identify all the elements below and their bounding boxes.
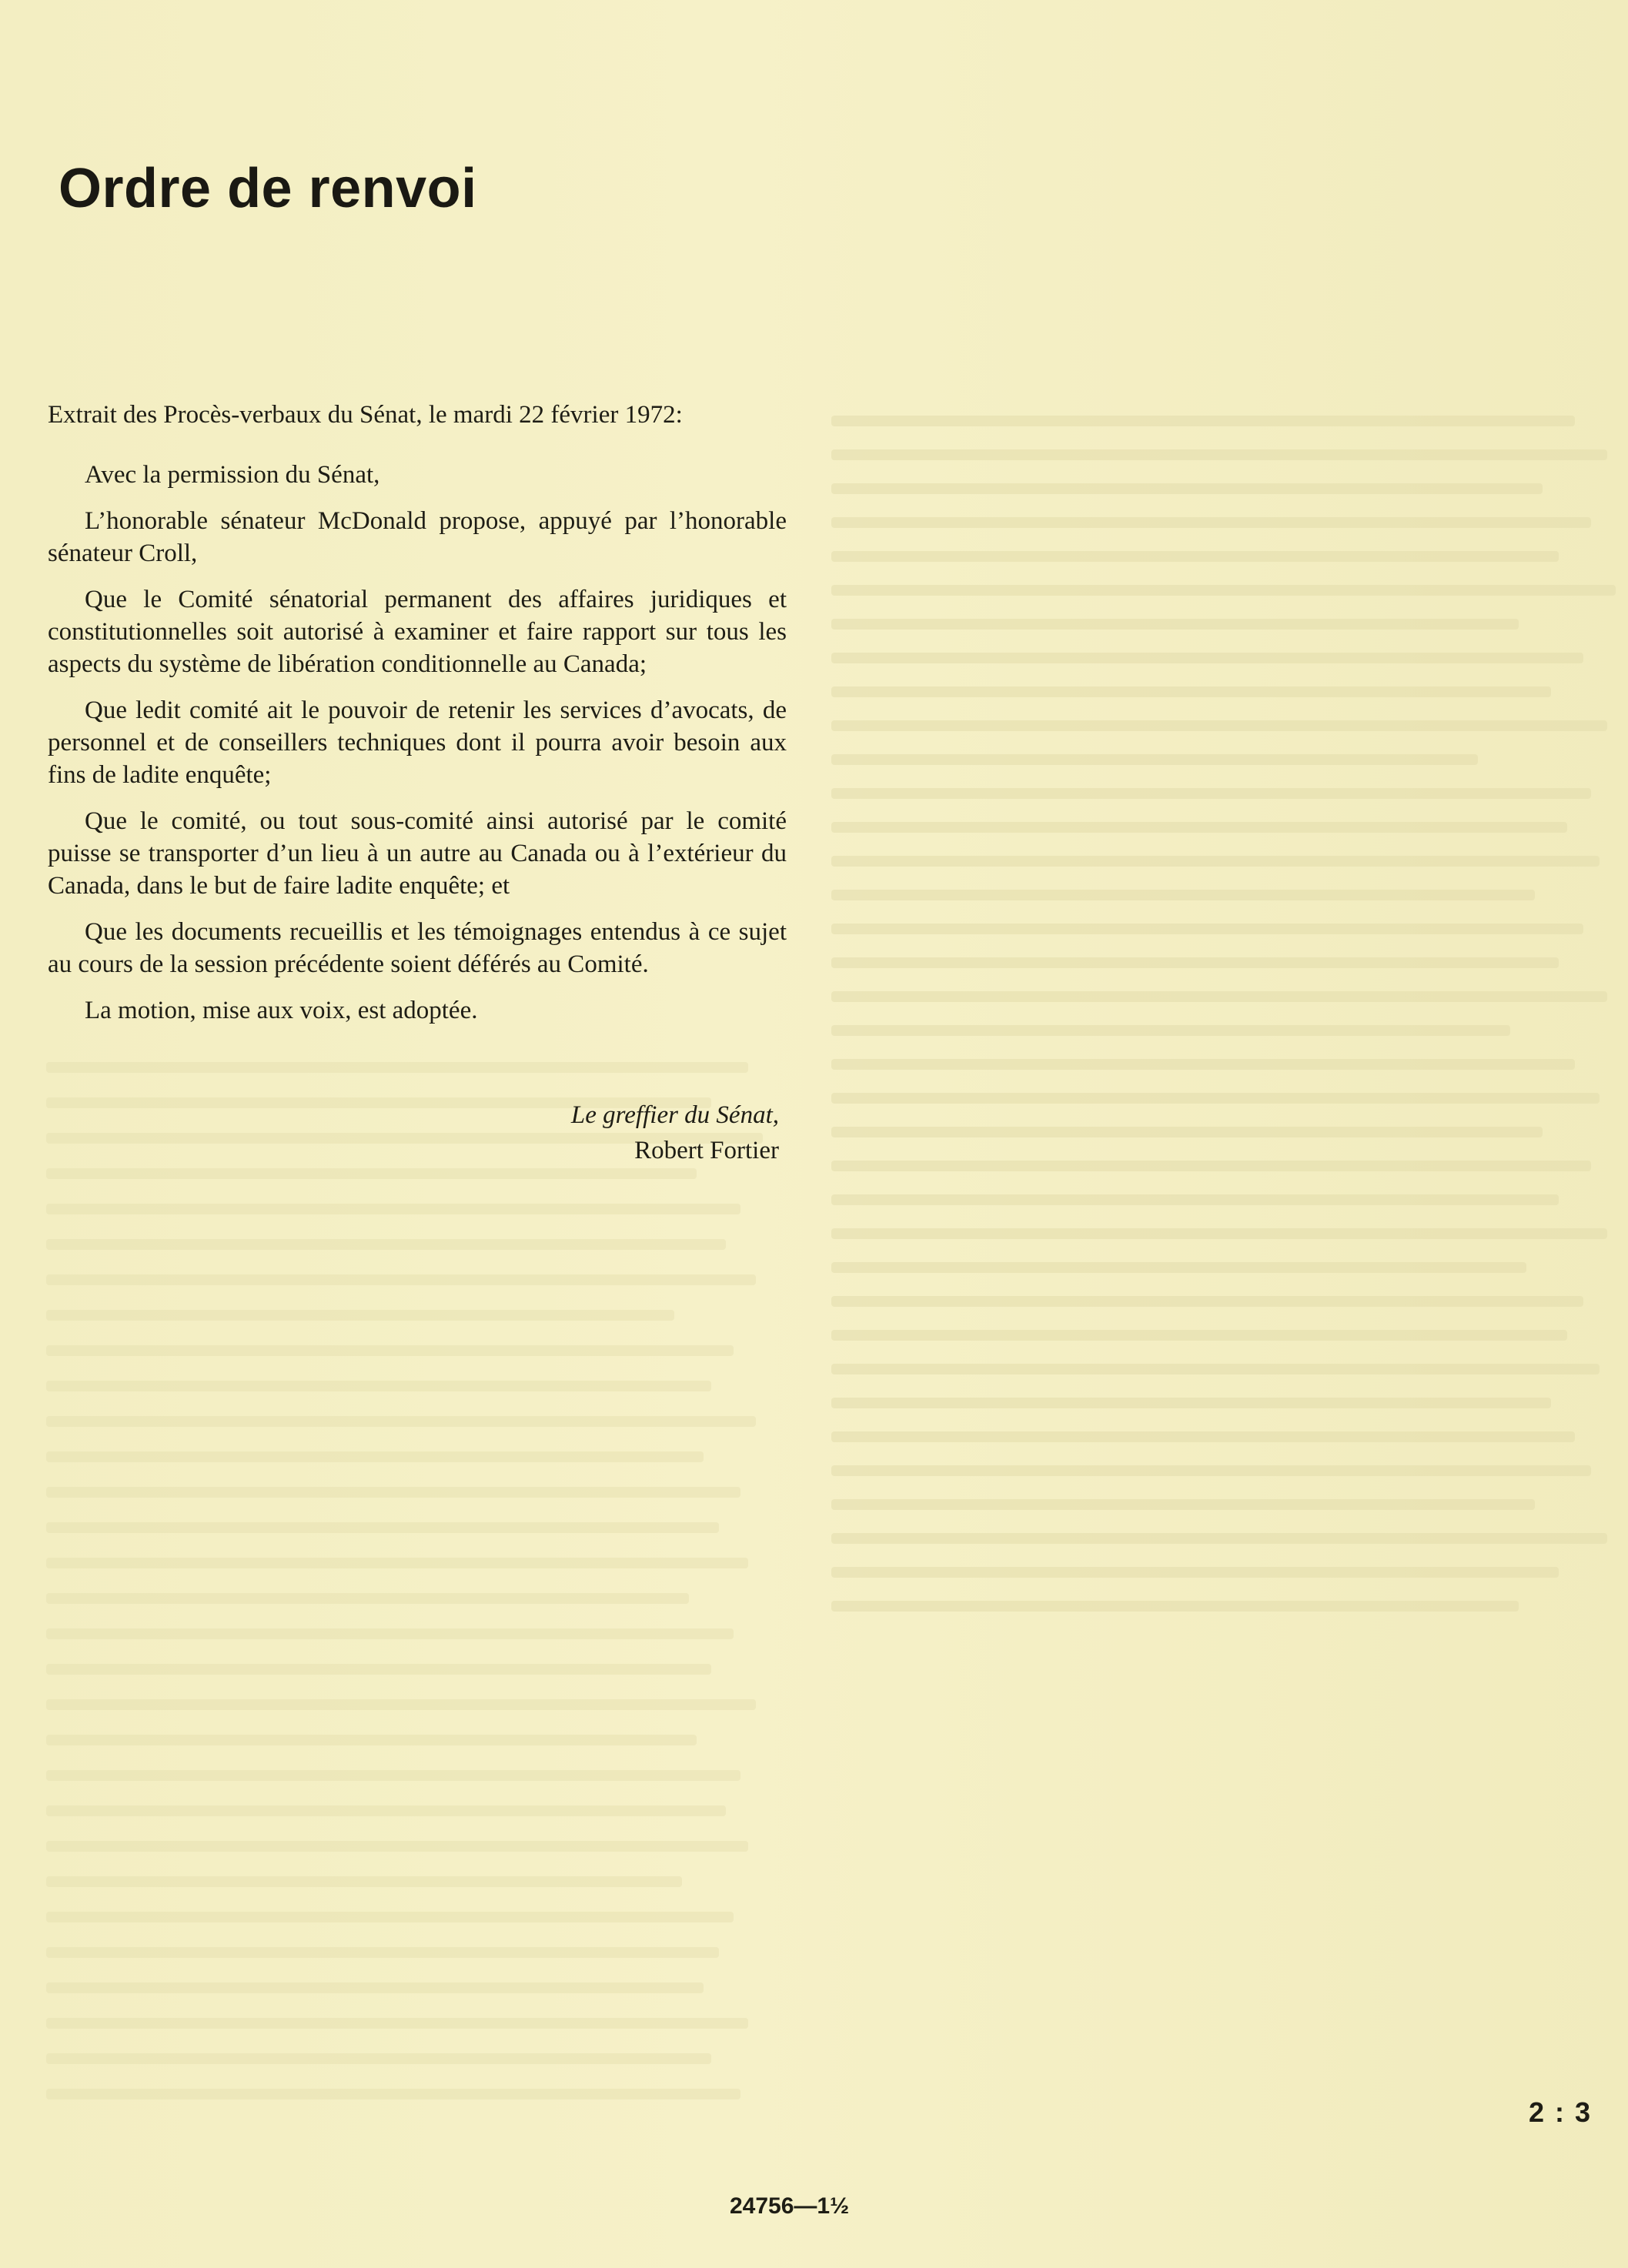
signature-title: Le greffier du Sénat, bbox=[570, 1101, 779, 1129]
paragraph-committee-authorized: Que le Comité sénatorial permanent des affaires juridiques et constitutionnelles soit autorisé à examiner et faire rapport sur tous les aspects du système de libération conditionnelle au Canada; bbox=[48, 586, 787, 678]
page-title: Ordre de renvoi bbox=[59, 158, 477, 219]
signature-name: Robert Fortier bbox=[634, 1137, 779, 1164]
bleed-through-lines-left bbox=[46, 1062, 785, 2099]
print-code: 24756—1½ bbox=[730, 2193, 850, 2219]
bleed-through-lines-right bbox=[831, 416, 1628, 1612]
paragraph-motion: L’honorable sénateur McDonald propose, appuyé par l’honorable sénateur Croll, bbox=[48, 507, 787, 567]
paragraph-retain-services: Que ledit comité ait le pouvoir de retenir les services d’avocats, de personnel et de conseillers techniques dont il pourra avoir besoin aux fins de ladite enquête; bbox=[48, 696, 787, 789]
page-number: 2 : 3 bbox=[1529, 2096, 1593, 2128]
intro-text: Extrait des Procès-verbaux du Sénat, le mardi 22 février 1972: bbox=[48, 401, 683, 429]
main-content bbox=[48, 154, 787, 1168]
signature-block bbox=[48, 1097, 787, 1168]
paragraph-documents: Que les documents recueillis et les témoignages entendus à ce sujet au cours de la session précédente soient déférés au Comité. bbox=[48, 918, 787, 978]
paragraph-permission: Avec la permission du Sénat, bbox=[85, 461, 380, 489]
paragraph-adopted: La motion, mise aux voix, est adoptée. bbox=[85, 997, 478, 1024]
paragraph-travel: Que le comité, ou tout sous-comité ainsi autorisé par le comité puisse se transporter d’un lieu à un autre au Canada ou à l’extérieur du Canada, dans le but de faire ladite enquête; et bbox=[48, 807, 787, 900]
